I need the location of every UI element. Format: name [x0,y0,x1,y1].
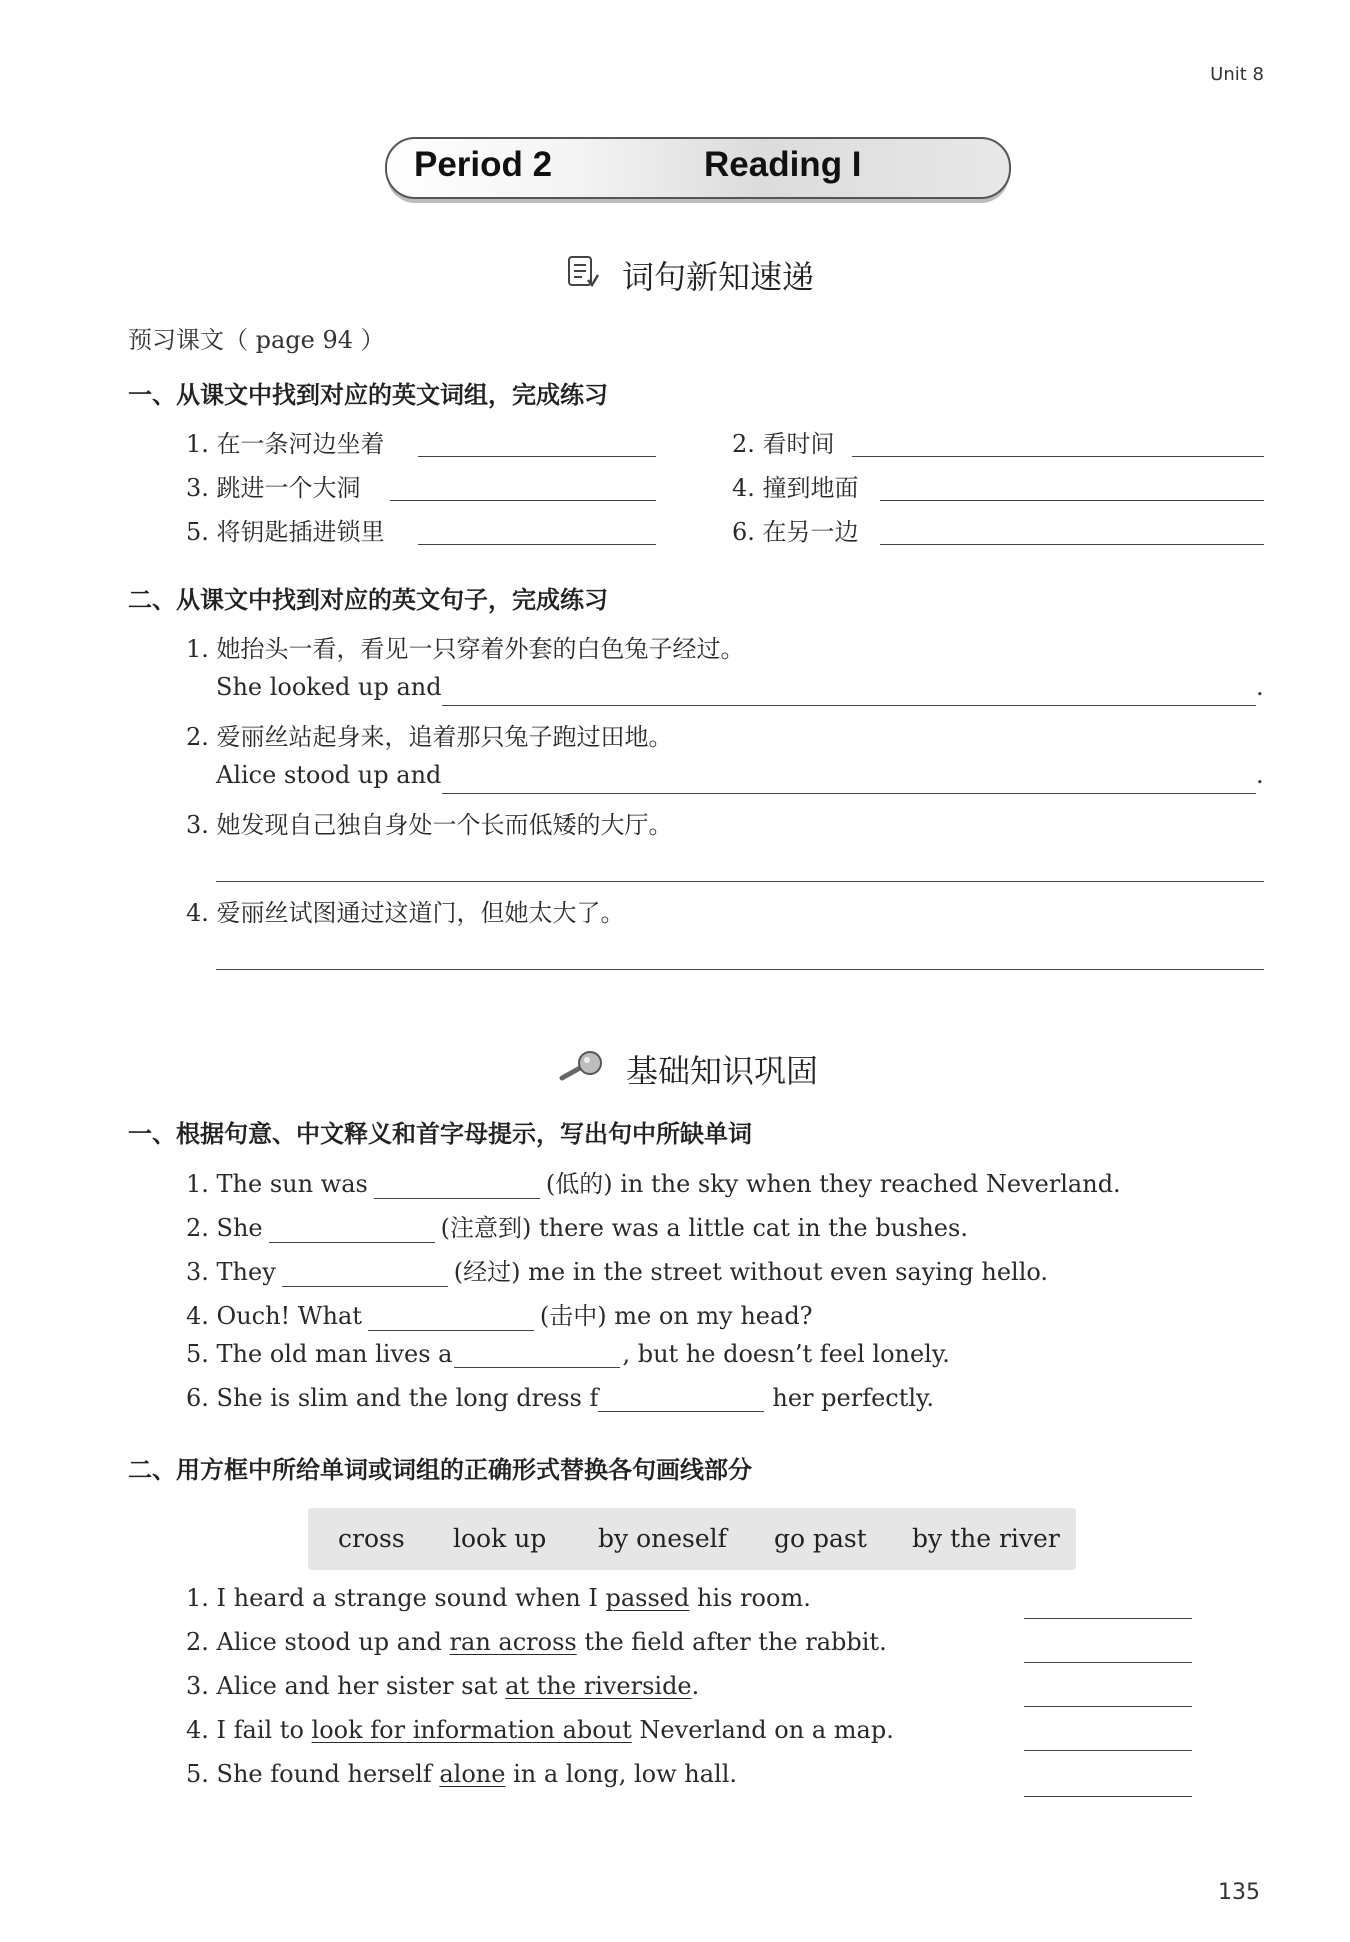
answer-blank[interactable] [269,1218,435,1243]
word-option: by oneself [598,1524,727,1553]
fill-item-text: her perfectly. [772,1384,935,1412]
replace-item-text: the field after the rabbit. [576,1628,887,1656]
preview-label: 预习课文（ page 94 ） [128,326,385,354]
word-option: go past [774,1524,867,1553]
fill-item-6 [186,1384,934,1412]
answer-line[interactable] [852,456,1264,457]
answer-line[interactable] [1024,1706,1192,1707]
phrase-item-2: 2. 看时间 [732,430,835,458]
word-option: look up [453,1524,547,1553]
replace-item-text: Neverland on a map. [631,1716,894,1744]
answer-line[interactable] [880,500,1264,501]
section1-title: 词句新知速递 [622,258,815,296]
fill-item-text: (经过) me in the street without even saying hello. [453,1258,1049,1286]
underlined-phrase: at the riverside [505,1672,692,1700]
fill-item-2 [186,1208,968,1243]
answer-line[interactable] [880,544,1264,545]
replace-item-text: 5. She found herself [186,1760,440,1788]
section1-part1-heading: 一、从课文中找到对应的英文词组，完成练习 [128,381,608,409]
sentence-cn-3: 3. 她发现自己独自身处一个长而低矮的大厅。 [186,811,673,839]
answer-blank[interactable] [454,1343,620,1368]
replace-item-text: 2. Alice stood up and [186,1628,450,1656]
answer-line[interactable] [442,793,1256,794]
answer-line[interactable] [1024,1618,1192,1619]
fill-item-text: 2. She [186,1214,263,1242]
unit-label: Unit 8 [1210,64,1264,85]
word-option: cross [338,1524,405,1553]
replace-item-5 [186,1760,737,1788]
magnifier-icon [558,1048,606,1088]
underlined-phrase: passed [605,1584,690,1612]
period-mark: . [1256,761,1264,789]
fill-item-3 [186,1252,1048,1287]
underlined-phrase: alone [439,1760,506,1788]
fill-item-text: 1. The sun was [186,1170,368,1198]
fill-item-text: (击中) me on my head? [539,1302,813,1330]
phrase-item-3: 3. 跳进一个大洞 [186,474,361,502]
answer-blank[interactable] [368,1306,534,1331]
answer-line[interactable] [1024,1750,1192,1751]
replace-item-text: in a long, low hall. [505,1760,738,1788]
fill-item-text: 3. They [186,1258,276,1286]
sentence-en-2: Alice stood up and [216,761,442,789]
sentence-cn-2: 2. 爱丽丝站起身来，追着那只兔子跑过田地。 [186,723,673,751]
replace-item-text: . [691,1672,700,1700]
word-option: by the river [912,1524,1060,1553]
fill-item-text: 5. The old man lives a [186,1340,453,1368]
answer-line[interactable] [390,500,656,501]
replace-item-text: 3. Alice and her sister sat [186,1672,506,1700]
fill-item-text: (注意到) there was a little cat in the bushes. [440,1214,968,1242]
replace-item-text: 4. I fail to [186,1716,312,1744]
answer-line[interactable] [418,544,656,545]
fill-item-1 [186,1164,1121,1199]
fill-item-text: 6. She is slim and the long dress f [186,1384,599,1412]
replace-item-1 [186,1584,811,1612]
fill-item-text: 4. Ouch! What [186,1302,362,1330]
answer-blank[interactable] [598,1387,764,1412]
answer-line[interactable] [418,456,656,457]
replace-item-2 [186,1628,887,1656]
sentence-cn-4: 4. 爱丽丝试图通过这道门，但她太大了。 [186,899,625,927]
word-box [308,1508,1076,1570]
replace-item-text: 1. I heard a strange sound when I [186,1584,606,1612]
period-mark: . [1256,673,1264,701]
phrase-item-5: 5. 将钥匙插进锁里 [186,518,385,546]
period-label: Period 2 [414,145,553,184]
section2-title: 基础知识巩固 [626,1052,819,1090]
sentence-en-1: She looked up and [216,673,442,701]
answer-line[interactable] [442,705,1256,706]
lesson-label: Reading I [704,145,862,184]
answer-blank[interactable] [282,1262,448,1287]
answer-line[interactable] [216,881,1264,882]
answer-line[interactable] [216,969,1264,970]
answer-line[interactable] [1024,1796,1192,1797]
replace-item-4 [186,1716,894,1744]
answer-blank[interactable] [374,1174,540,1199]
replace-item-3 [186,1672,699,1700]
fill-item-text: (低的) in the sky when they reached Neverland. [545,1170,1121,1198]
sentence-cn-1: 1. 她抬头一看，看见一只穿着外套的白色兔子经过。 [186,635,745,663]
phrase-item-6: 6. 在另一边 [732,518,859,546]
answer-line[interactable] [1024,1662,1192,1663]
section1-part2-heading: 二、从课文中找到对应的英文句子，完成练习 [128,586,608,614]
underlined-phrase: look for information about [311,1716,632,1744]
fill-item-5 [186,1340,950,1368]
replace-item-text: his room. [689,1584,811,1612]
period-banner [385,137,1011,199]
phrase-item-4: 4. 撞到地面 [732,474,859,502]
section2-part1-heading: 一、根据句意、中文释义和首字母提示，写出句中所缺单词 [128,1120,752,1148]
fill-item-4 [186,1296,813,1331]
fill-item-text: , but he doesn’t feel lonely. [622,1340,950,1368]
underlined-phrase: ran across [449,1628,577,1656]
section2-part2-heading: 二、用方框中所给单词或词组的正确形式替换各句画线部分 [128,1456,752,1484]
phrase-item-1: 1. 在一条河边坐着 [186,430,385,458]
page-number: 135 [1218,1880,1260,1905]
notebook-icon [566,254,600,294]
